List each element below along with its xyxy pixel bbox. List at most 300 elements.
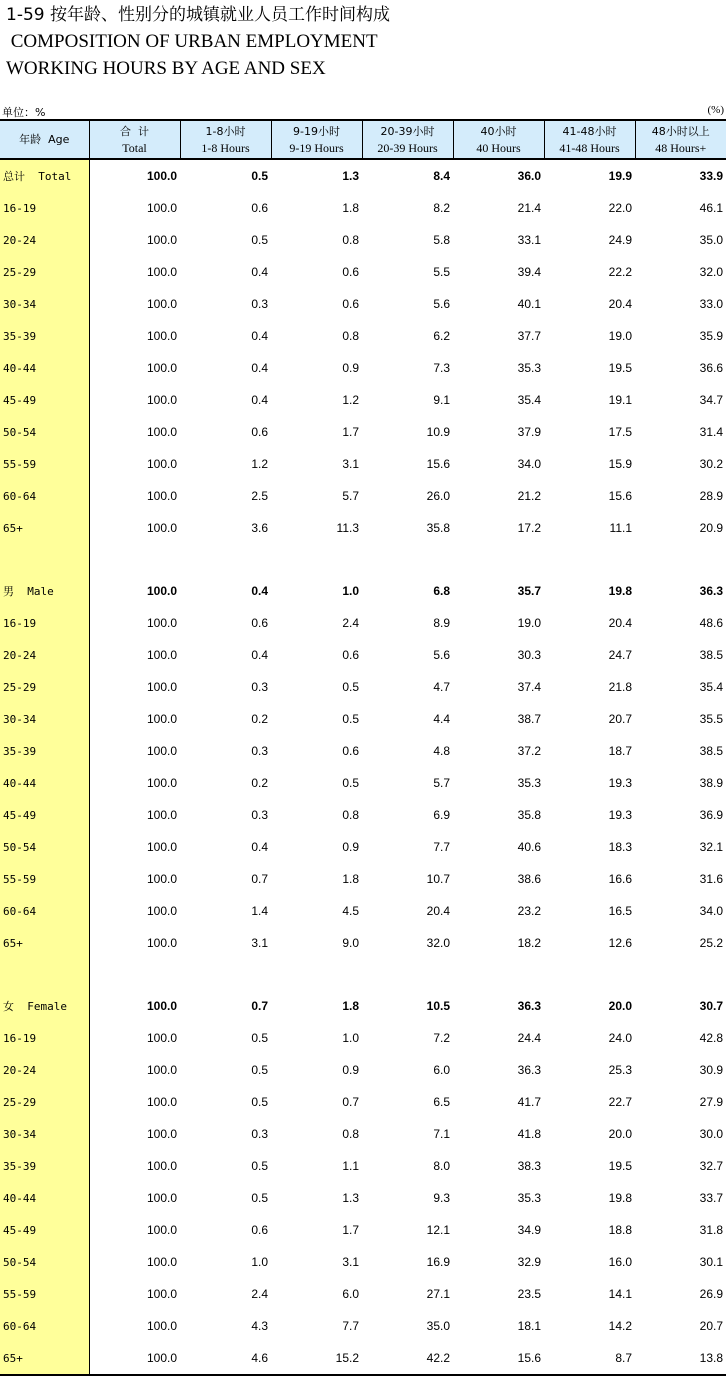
value-cell: 0.5 (251, 1191, 268, 1205)
value-cell: 33.1 (517, 233, 541, 247)
value-cell: 20.7 (699, 1319, 723, 1333)
row-label: 20-24 (0, 1054, 89, 1086)
value-cell: 8.2 (433, 201, 450, 215)
value-cell: 2.5 (251, 489, 268, 503)
value-cell: 2.4 (342, 616, 359, 630)
value-cell: 16.6 (608, 872, 632, 886)
value-cell: 34.0 (699, 904, 723, 918)
value-cell: 0.3 (251, 297, 268, 311)
value-cell: 11.3 (336, 521, 359, 535)
value-cell: 9.1 (433, 393, 450, 407)
value-cell: 32.0 (426, 936, 450, 950)
value-cell: 0.4 (251, 265, 268, 279)
value-cell: 1.8 (342, 201, 359, 215)
value-cell: 0.3 (251, 744, 268, 758)
value-cell: 35.5 (699, 712, 723, 726)
value-cell: 40.6 (517, 840, 541, 854)
header-en: 20-39 Hours (377, 140, 438, 155)
value-cell: 27.1 (426, 1287, 450, 1301)
table-row (0, 1118, 726, 1150)
value-cell: 16.5 (608, 904, 632, 918)
row-label: 55-59 (0, 448, 89, 480)
value-cell: 0.4 (251, 393, 268, 407)
value-cell: 36.0 (517, 169, 541, 183)
value-cell: 100.0 (146, 616, 177, 630)
value-cell: 6.0 (342, 1287, 359, 1301)
value-cell: 17.5 (608, 425, 632, 439)
value-cell: 10.5 (426, 999, 450, 1013)
value-cell: 4.3 (251, 1319, 268, 1333)
value-cell: 5.6 (433, 297, 450, 311)
value-cell: 100.0 (146, 1223, 177, 1237)
value-cell: 100.0 (146, 1255, 177, 1269)
empty-cell (635, 959, 726, 990)
value-cell: 100.0 (146, 744, 177, 758)
value-cell: 36.9 (699, 808, 723, 822)
value-cell: 35.3 (517, 776, 541, 790)
value-cell: 28.9 (699, 489, 723, 503)
value-cell: 32.0 (699, 265, 723, 279)
header-age (0, 120, 89, 159)
value-cell: 22.2 (608, 265, 632, 279)
value-cell: 1.0 (342, 584, 359, 598)
value-cell: 33.7 (699, 1191, 723, 1205)
value-cell: 0.8 (342, 808, 359, 822)
value-cell: 0.4 (251, 648, 268, 662)
header-40 (453, 120, 544, 159)
value-cell: 22.7 (608, 1095, 632, 1109)
row-label: 20-24 (0, 224, 89, 256)
row-label: 45-49 (0, 799, 89, 831)
row-label: 16-19 (0, 607, 89, 639)
value-cell: 19.8 (608, 584, 632, 598)
value-cell: 20.4 (426, 904, 450, 918)
value-cell: 35.4 (517, 393, 541, 407)
value-cell: 18.1 (517, 1319, 541, 1333)
value-cell: 100.0 (146, 680, 177, 694)
value-cell: 3.1 (342, 457, 359, 471)
row-label: 20-24 (0, 639, 89, 671)
value-cell: 20.4 (608, 616, 632, 630)
value-cell: 0.8 (342, 1127, 359, 1141)
value-cell: 26.9 (699, 1287, 723, 1301)
value-cell: 26.0 (426, 489, 450, 503)
row-label: 25-29 (0, 256, 89, 288)
row-label: 40-44 (0, 767, 89, 799)
value-cell: 100.0 (146, 808, 177, 822)
empty-cell (180, 959, 271, 990)
value-cell: 35.4 (699, 680, 723, 694)
value-cell: 19.1 (608, 393, 632, 407)
value-cell: 4.8 (433, 744, 450, 758)
table-row (0, 1246, 726, 1278)
value-cell: 0.4 (251, 361, 268, 375)
value-cell: 100.0 (146, 489, 177, 503)
value-cell: 20.7 (608, 712, 632, 726)
empty-cell (362, 959, 453, 990)
value-cell: 1.7 (342, 425, 359, 439)
value-cell: 100.0 (146, 361, 177, 375)
value-cell: 36.3 (699, 584, 723, 598)
empty-cell (453, 959, 544, 990)
header-row (0, 120, 726, 159)
value-cell: 41.8 (517, 1127, 541, 1141)
value-cell: 32.9 (517, 1255, 541, 1269)
table-body (0, 159, 726, 1375)
value-cell: 30.3 (517, 648, 541, 662)
value-cell: 100.0 (146, 393, 177, 407)
value-cell: 12.1 (426, 1223, 450, 1237)
header-zh: 1-8小时 (205, 124, 246, 138)
value-cell: 100.0 (146, 999, 177, 1013)
value-cell: 33.0 (699, 297, 723, 311)
empty-cell (180, 544, 271, 575)
value-cell: 19.3 (608, 776, 632, 790)
value-cell: 0.5 (251, 1159, 268, 1173)
table-row (0, 1022, 726, 1054)
value-cell: 38.5 (699, 744, 723, 758)
empty-cell (544, 544, 635, 575)
value-cell: 37.2 (517, 744, 541, 758)
value-cell: 0.6 (342, 648, 359, 662)
value-cell: 32.7 (699, 1159, 723, 1173)
header-zh: 20-39小时 (380, 124, 435, 138)
value-cell: 100.0 (146, 233, 177, 247)
value-cell: 4.5 (342, 904, 359, 918)
header-en: 48 Hours+ (655, 140, 707, 155)
value-cell: 6.0 (433, 1063, 450, 1077)
value-cell: 8.7 (544, 1342, 635, 1375)
value-cell: 0.4 (251, 584, 268, 598)
header-total (89, 120, 180, 159)
value-cell: 35.8 (517, 808, 541, 822)
value-cell: 3.6 (251, 521, 268, 535)
value-cell: 0.6 (251, 1223, 268, 1237)
value-cell: 31.4 (699, 425, 723, 439)
value-cell: 4.6 (180, 1342, 271, 1375)
value-cell: 41.7 (517, 1095, 541, 1109)
value-cell: 38.7 (517, 712, 541, 726)
value-cell: 19.0 (608, 329, 632, 343)
table-row (0, 990, 726, 1022)
table-row (0, 480, 726, 512)
value-cell: 18.3 (608, 840, 632, 854)
value-cell: 100.0 (146, 297, 177, 311)
row-label: 女 Female (0, 990, 89, 1022)
header-9-19 (271, 120, 362, 159)
value-cell: 100.0 (146, 1191, 177, 1205)
value-cell: 0.7 (251, 872, 268, 886)
table-row (0, 159, 726, 192)
value-cell: 0.5 (251, 1095, 268, 1109)
value-cell: 100.0 (146, 776, 177, 790)
header-en: 41-48 Hours (559, 140, 620, 155)
table-row (0, 671, 726, 703)
value-cell: 6.8 (433, 584, 450, 598)
table-row (0, 703, 726, 735)
value-cell: 36.6 (699, 361, 723, 375)
value-cell: 7.7 (342, 1319, 359, 1333)
value-cell: 21.4 (517, 201, 541, 215)
value-cell: 1.2 (251, 457, 268, 471)
value-cell: 38.6 (517, 872, 541, 886)
value-cell: 35.7 (517, 584, 541, 598)
value-cell: 48.6 (699, 616, 723, 630)
value-cell: 19.9 (608, 169, 632, 183)
header-en: 9-19 Hours (289, 140, 344, 155)
value-cell: 7.1 (433, 1127, 450, 1141)
value-cell: 12.6 (608, 936, 632, 950)
value-cell: 1.0 (251, 1255, 268, 1269)
value-cell: 100.0 (146, 936, 177, 950)
value-cell: 23.5 (517, 1287, 541, 1301)
value-cell: 31.6 (699, 872, 723, 886)
value-cell: 20.0 (608, 1127, 632, 1141)
value-cell: 0.7 (251, 999, 268, 1013)
value-cell: 30.1 (699, 1255, 723, 1269)
value-cell: 0.2 (251, 776, 268, 790)
table-row (0, 895, 726, 927)
empty-cell (271, 544, 362, 575)
table-row (0, 512, 726, 544)
value-cell: 5.8 (433, 233, 450, 247)
empty-cell (544, 959, 635, 990)
value-cell: 15.6 (426, 457, 450, 471)
value-cell: 0.2 (251, 712, 268, 726)
value-cell: 100.0 (146, 457, 177, 471)
value-cell: 1.7 (342, 1223, 359, 1237)
table-title-en-line2: WORKING HOURS BY AGE AND SEX (6, 58, 326, 79)
value-cell: 19.8 (608, 1191, 632, 1205)
value-cell: 19.5 (608, 361, 632, 375)
row-label: 60-64 (0, 480, 89, 512)
table-row (0, 1342, 726, 1375)
table-row (0, 416, 726, 448)
table-row (0, 799, 726, 831)
value-cell: 15.6 (608, 489, 632, 503)
value-cell: 25.2 (699, 936, 723, 950)
table-row (0, 1054, 726, 1086)
row-label: 50-54 (0, 1246, 89, 1278)
value-cell: 6.2 (433, 329, 450, 343)
value-cell: 24.4 (517, 1031, 541, 1045)
value-cell: 35.9 (699, 329, 723, 343)
row-label: 60-64 (0, 895, 89, 927)
value-cell: 100.0 (146, 329, 177, 343)
empty-cell (0, 959, 89, 990)
value-cell: 36.3 (517, 999, 541, 1013)
table-row (0, 1310, 726, 1342)
value-cell: 0.5 (251, 1063, 268, 1077)
header-zh: 9-19小时 (293, 124, 340, 138)
value-cell: 16.9 (426, 1255, 450, 1269)
row-label: 65+ (0, 512, 89, 544)
value-cell: 0.6 (342, 744, 359, 758)
value-cell: 38.5 (699, 648, 723, 662)
value-cell: 0.5 (342, 712, 359, 726)
title-block (6, 2, 390, 82)
header-zh: 41-48小时 (562, 124, 617, 138)
row-label: 25-29 (0, 1086, 89, 1118)
value-cell: 1.4 (251, 904, 268, 918)
value-cell: 100.0 (146, 840, 177, 854)
value-cell: 11.1 (609, 521, 632, 535)
value-cell: 0.5 (342, 776, 359, 790)
value-cell: 30.9 (699, 1063, 723, 1077)
value-cell: 38.9 (699, 776, 723, 790)
value-cell: 24.0 (608, 1031, 632, 1045)
value-cell: 0.3 (251, 808, 268, 822)
value-cell: 100.0 (146, 872, 177, 886)
empty-cell (89, 959, 180, 990)
row-label: 55-59 (0, 863, 89, 895)
empty-cell (89, 544, 180, 575)
header-zh: 40小时 (480, 124, 517, 138)
value-cell: 24.9 (608, 233, 632, 247)
value-cell: 18.2 (517, 936, 541, 950)
table-row (0, 320, 726, 352)
header-48-plus (635, 120, 726, 159)
value-cell: 34.7 (699, 393, 723, 407)
value-cell: 9.0 (342, 936, 359, 950)
value-cell: 46.1 (699, 201, 723, 215)
empty-cell (635, 544, 726, 575)
value-cell: 18.7 (608, 744, 632, 758)
value-cell: 10.7 (426, 872, 450, 886)
value-cell: 35.8 (426, 521, 450, 535)
value-cell: 32.1 (699, 840, 723, 854)
spacer-row (0, 959, 726, 990)
value-cell: 0.5 (342, 680, 359, 694)
value-cell: 19.5 (608, 1159, 632, 1173)
row-label: 30-34 (0, 1118, 89, 1150)
header-en: Total (122, 140, 147, 155)
table-row (0, 224, 726, 256)
value-cell: 42.2 (362, 1342, 453, 1375)
value-cell: 34.9 (517, 1223, 541, 1237)
value-cell: 34.0 (517, 457, 541, 471)
table-row (0, 384, 726, 416)
value-cell: 100.0 (89, 1342, 180, 1375)
value-cell: 14.1 (608, 1287, 632, 1301)
spacer-row (0, 544, 726, 575)
value-cell: 5.5 (433, 265, 450, 279)
table-row (0, 256, 726, 288)
value-cell: 31.8 (699, 1223, 723, 1237)
value-cell: 23.2 (517, 904, 541, 918)
row-label: 45-49 (0, 384, 89, 416)
row-label: 总计 Total (0, 159, 89, 192)
value-cell: 33.9 (699, 169, 723, 183)
value-cell: 15.9 (608, 457, 632, 471)
value-cell: 0.8 (342, 329, 359, 343)
header-41-48 (544, 120, 635, 159)
row-label: 16-19 (0, 1022, 89, 1054)
table-row (0, 639, 726, 671)
empty-cell (453, 544, 544, 575)
unit-label: 单位：% (2, 106, 46, 119)
table-row (0, 831, 726, 863)
value-cell: 16.0 (608, 1255, 632, 1269)
table-row (0, 1182, 726, 1214)
value-cell: 4.7 (433, 680, 450, 694)
value-cell: 5.7 (342, 489, 359, 503)
header-1-8 (180, 120, 271, 159)
table-row (0, 735, 726, 767)
table-row (0, 575, 726, 607)
value-cell: 42.8 (699, 1031, 723, 1045)
value-cell: 1.8 (342, 999, 359, 1013)
value-cell: 7.7 (433, 840, 450, 854)
value-cell: 0.5 (251, 169, 268, 183)
value-cell: 100.0 (146, 648, 177, 662)
header-zh: 年龄 Age (19, 133, 70, 146)
table-row (0, 1214, 726, 1246)
value-cell: 0.9 (342, 1063, 359, 1077)
value-cell: 6.5 (433, 1095, 450, 1109)
value-cell: 30.2 (699, 457, 723, 471)
value-cell: 24.7 (608, 648, 632, 662)
row-label: 35-39 (0, 320, 89, 352)
value-cell: 21.8 (608, 680, 632, 694)
row-label: 35-39 (0, 1150, 89, 1182)
value-cell: 100.0 (146, 712, 177, 726)
value-cell: 100.0 (146, 584, 177, 598)
row-label: 25-29 (0, 671, 89, 703)
value-cell: 30.7 (699, 999, 723, 1013)
table-row (0, 352, 726, 384)
row-label: 40-44 (0, 352, 89, 384)
value-cell: 0.6 (342, 297, 359, 311)
row-label: 35-39 (0, 735, 89, 767)
row-label: 65+ (0, 927, 89, 959)
value-cell: 1.1 (342, 1159, 359, 1173)
value-cell: 100.0 (146, 521, 177, 535)
value-cell: 36.3 (517, 1063, 541, 1077)
value-cell: 0.6 (251, 616, 268, 630)
value-cell: 20.4 (608, 297, 632, 311)
value-cell: 100.0 (146, 425, 177, 439)
value-cell: 25.3 (608, 1063, 632, 1077)
header-zh: 合 计 (120, 124, 149, 138)
table-row (0, 288, 726, 320)
value-cell: 7.3 (433, 361, 450, 375)
row-label: 30-34 (0, 288, 89, 320)
value-cell: 15.2 (271, 1342, 362, 1375)
value-cell: 0.9 (342, 361, 359, 375)
value-cell: 100.0 (146, 1319, 177, 1333)
value-cell: 15.6 (453, 1342, 544, 1375)
value-cell: 35.3 (517, 1191, 541, 1205)
value-cell: 100.0 (146, 1095, 177, 1109)
table-row (0, 1150, 726, 1182)
value-cell: 1.3 (342, 1191, 359, 1205)
value-cell: 20.0 (608, 999, 632, 1013)
value-cell: 19.3 (608, 808, 632, 822)
value-cell: 35.0 (699, 233, 723, 247)
table-row (0, 767, 726, 799)
header-en: 40 Hours (476, 140, 521, 155)
empty-cell (362, 544, 453, 575)
row-label: 男 Male (0, 575, 89, 607)
value-cell: 8.9 (433, 616, 450, 630)
value-cell: 19.0 (517, 616, 541, 630)
value-cell: 0.4 (251, 329, 268, 343)
value-cell: 35.3 (517, 361, 541, 375)
row-label: 45-49 (0, 1214, 89, 1246)
value-cell: 1.3 (342, 169, 359, 183)
value-cell: 21.2 (517, 489, 541, 503)
